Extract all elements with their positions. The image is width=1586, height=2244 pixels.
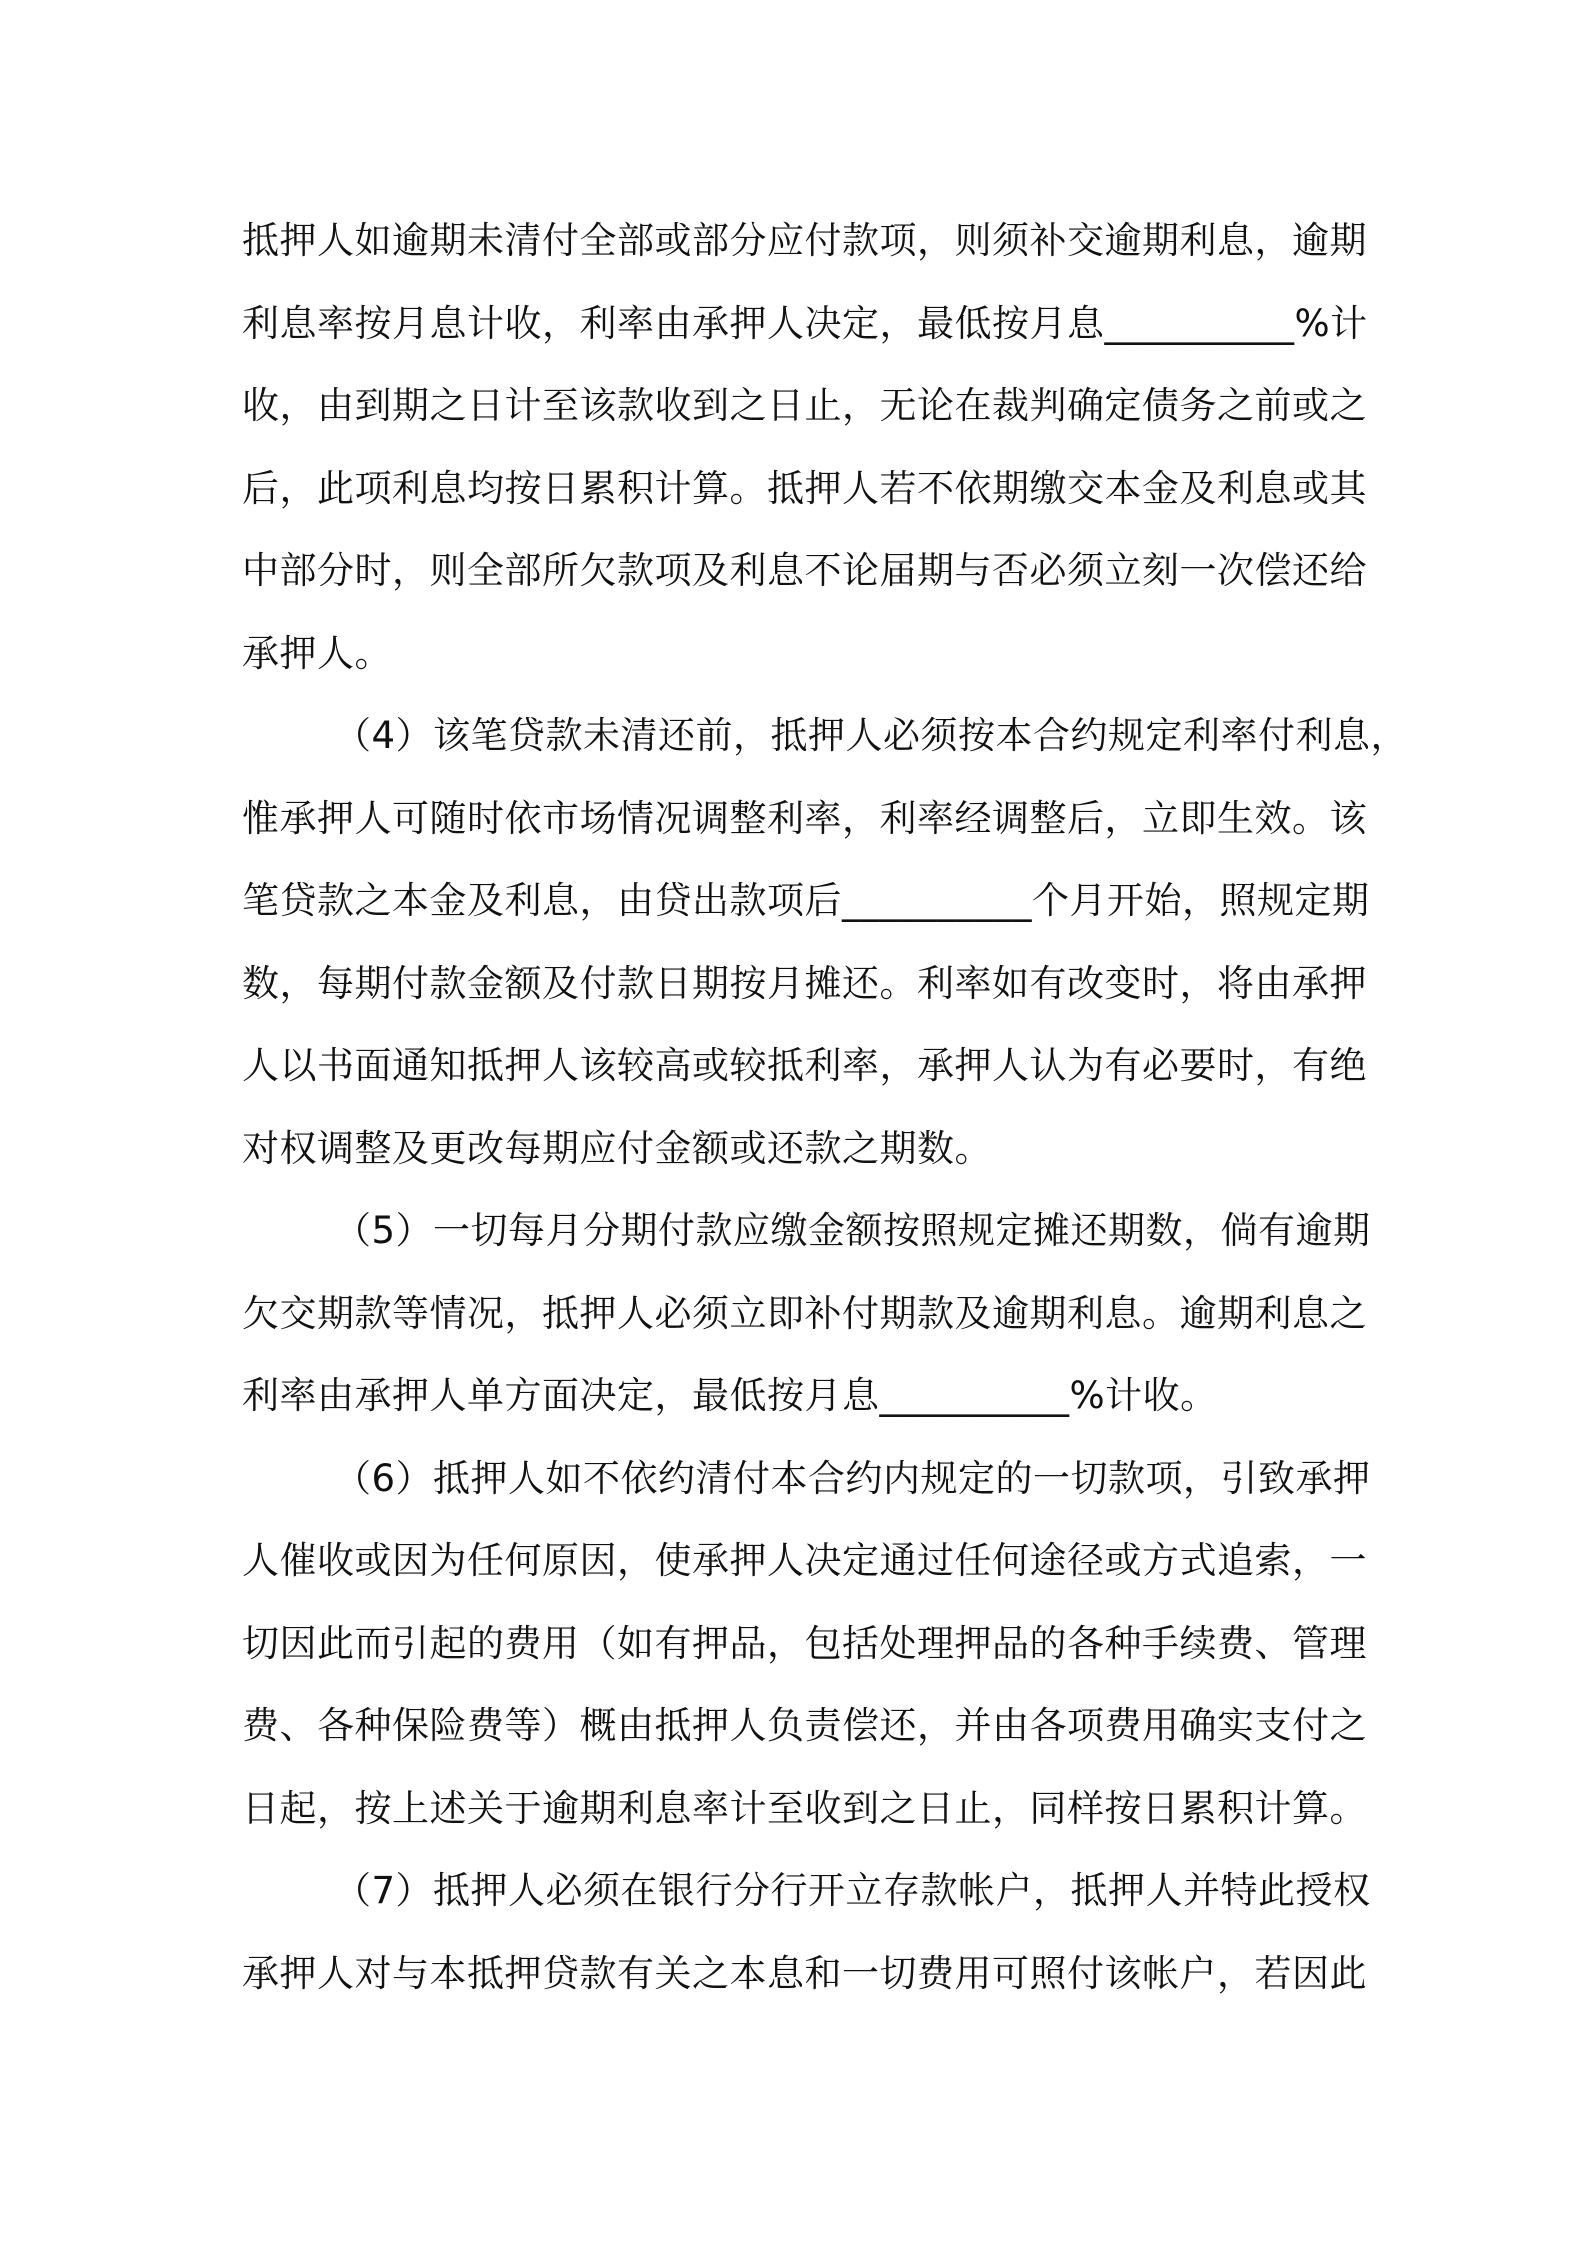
text-line: 利息率按月息计收，利率由承押人决定，最低按月息__________%计 xyxy=(242,301,1368,345)
text-line: 惟承押人可随时依市场情况调整利率，利率经调整后，立即生效。该 xyxy=(242,796,1367,840)
text-line: （4）该笔贷款未清还前，抵押人必须按本合约规定利率付利息， xyxy=(334,714,1409,757)
paragraph-clause-6 xyxy=(242,1438,1371,1851)
text-line: 笔贷款之本金及利息，由贷出款项后__________个月开始，照规定期 xyxy=(242,879,1370,922)
paragraph-clause-7 xyxy=(242,1850,1371,2015)
text-line: 中部分时，则全部所欠款项及利息不论届期与否必须立刻一次偿还给 xyxy=(242,549,1367,592)
document-body xyxy=(242,200,1409,2015)
text-line: （6）抵押人如不依约清付本合约内规定的一切款项，引致承押 xyxy=(334,1456,1371,1500)
text-line: 利率由承押人单方面决定，最低按月息__________%计收。 xyxy=(242,1374,1218,1417)
text-line: 承押人。 xyxy=(242,631,392,675)
text-line: 人催收或因为任何原因，使承押人决定通过任何途径或方式追索，一 xyxy=(242,1539,1367,1582)
text-line: 人以书面通知抵押人该较高或较抵利率，承押人认为有必要时，有绝 xyxy=(242,1044,1367,1087)
text-line: 后，此项利息均按日累积计算。抵押人若不依期缴交本金及利息或其 xyxy=(242,466,1367,510)
paragraph-clause-5 xyxy=(242,1190,1371,1438)
text-line: （5）一切每月分期付款应缴金额按照规定摊还期数，倘有逾期 xyxy=(334,1209,1371,1252)
text-line: 抵押人如逾期未清付全部或部分应付款项，则须补交逾期利息，逾期 xyxy=(242,219,1367,262)
text-line: 欠交期款等情况，抵押人必须立即补付期款及逾期利息。逾期利息之 xyxy=(242,1291,1367,1335)
paragraph-clause-4 xyxy=(242,695,1409,1190)
paragraph-overdue-interest xyxy=(242,200,1368,695)
text-line: 费、各种保险费等）概由抵押人负责偿还，并由各项费用确实支付之 xyxy=(242,1704,1367,1747)
text-line: 日起，按上述关于逾期利息率计至收到之日止，同样按日累积计算。 xyxy=(242,1786,1367,1830)
text-line: 切因此而引起的费用（如有押品，包括处理押品的各种手续费、管理 xyxy=(242,1621,1367,1665)
text-line: 数，每期付款金额及付款日期按月摊还。利率如有改变时，将由承押 xyxy=(242,961,1367,1005)
text-line: 承押人对与本抵押贷款有关之本息和一切费用可照付该帐户，若因此 xyxy=(242,1951,1367,1995)
text-line: 对权调整及更改每期应付金额或还款之期数。 xyxy=(242,1126,992,1170)
text-line: （7）抵押人必须在银行分行开立存款帐户，抵押人并特此授权 xyxy=(334,1869,1371,1912)
text-line: 收，由到期之日计至该款收到之日止，无论在裁判确定债务之前或之 xyxy=(242,384,1367,427)
